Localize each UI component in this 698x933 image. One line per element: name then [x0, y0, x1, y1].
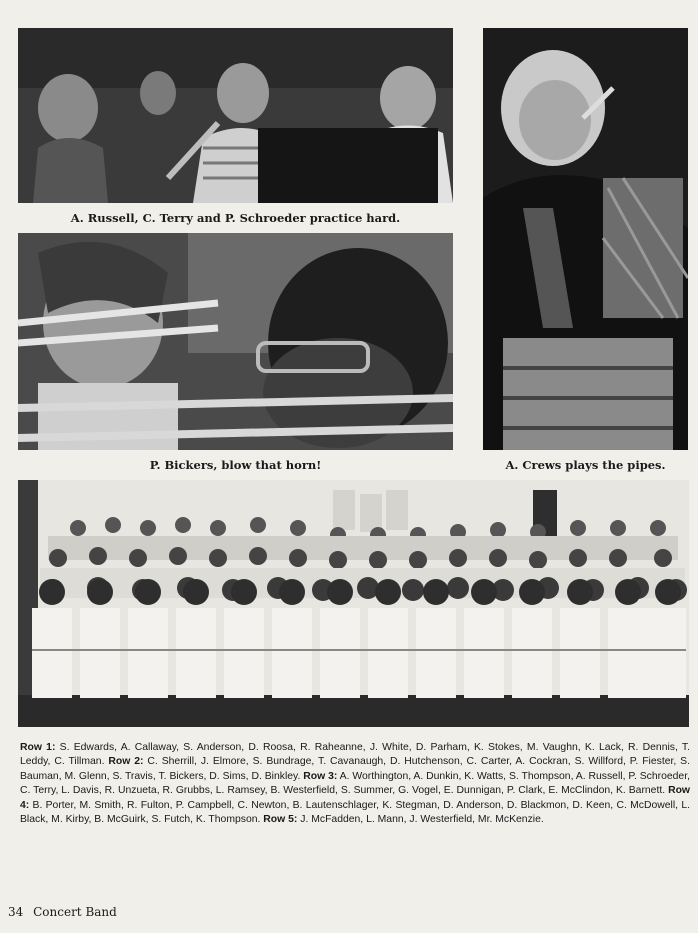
row-2-label: Row 2:: [108, 756, 144, 768]
roster: [20, 741, 690, 827]
row-2-names: C. Sherrill, J. Elmore, S. Bundrage, T. Cavanaugh, D. Hutchenson, C. Carter, A. Cockran, S. Willford, P. Fiester, S. Bauman, M. Glenn, S. Travis, T. Bickers, D. Sims, D. Binkley.: [20, 756, 691, 782]
photo-bagpipes: [483, 28, 688, 450]
row-5-names: J. McFadden, L. Mann, J. Westerfield, Mr. McKenzie.: [300, 814, 544, 826]
caption-practice: A. Russell, C. Terry and P. Schroeder practice hard.: [70, 211, 401, 225]
row-4-label: Row 4:: [20, 785, 690, 811]
caption-trombone: P. Bickers, blow that horn!: [149, 458, 322, 472]
photo-group: [18, 480, 689, 727]
section-title: Concert Band: [33, 905, 117, 919]
row-3-names: A. Worthington, A. Dunkin, K. Watts, S. Thompson, A. Russell, P. Schroeder, C. Terry, L. Davis, R. Unzueta, R. Grubbs, L. Ramsey, B. Westerfield, S. Summer, G. Vogel, E. Dunnigan, P. Clark, E. McClindon, K. Barnett.: [20, 770, 690, 797]
page-number: 34: [8, 905, 24, 919]
photo-trombone: [18, 233, 453, 450]
photo-practice: [18, 28, 453, 203]
row-1-names: S. Edwards, A. Callaway, S. Anderson, D. Roosa, R. Raheanne, J. White, D. Parham, K. Stokes, M. Vaughn, K. Lack, R. Dennis, T. Leddy, C. Tillman.: [20, 742, 691, 768]
page-footer: [8, 905, 123, 919]
row-1-label: Row 1:: [20, 742, 56, 753]
caption-bagpipes: A. Crews plays the pipes.: [505, 458, 666, 472]
row-4-names: B. Porter, M. Smith, R. Fulton, P. Campbell, C. Newton, B. Lautenschlager, K. Stegman, D. Anderson, D. Blackmon, D. Keen, C. McDowell, L. Black, M. Kirby, B. McGuirk, S. Futch, K. Thompson.: [20, 799, 690, 826]
row-3-label: Row 3:: [303, 770, 338, 782]
row-5-label: Row 5:: [263, 814, 298, 826]
